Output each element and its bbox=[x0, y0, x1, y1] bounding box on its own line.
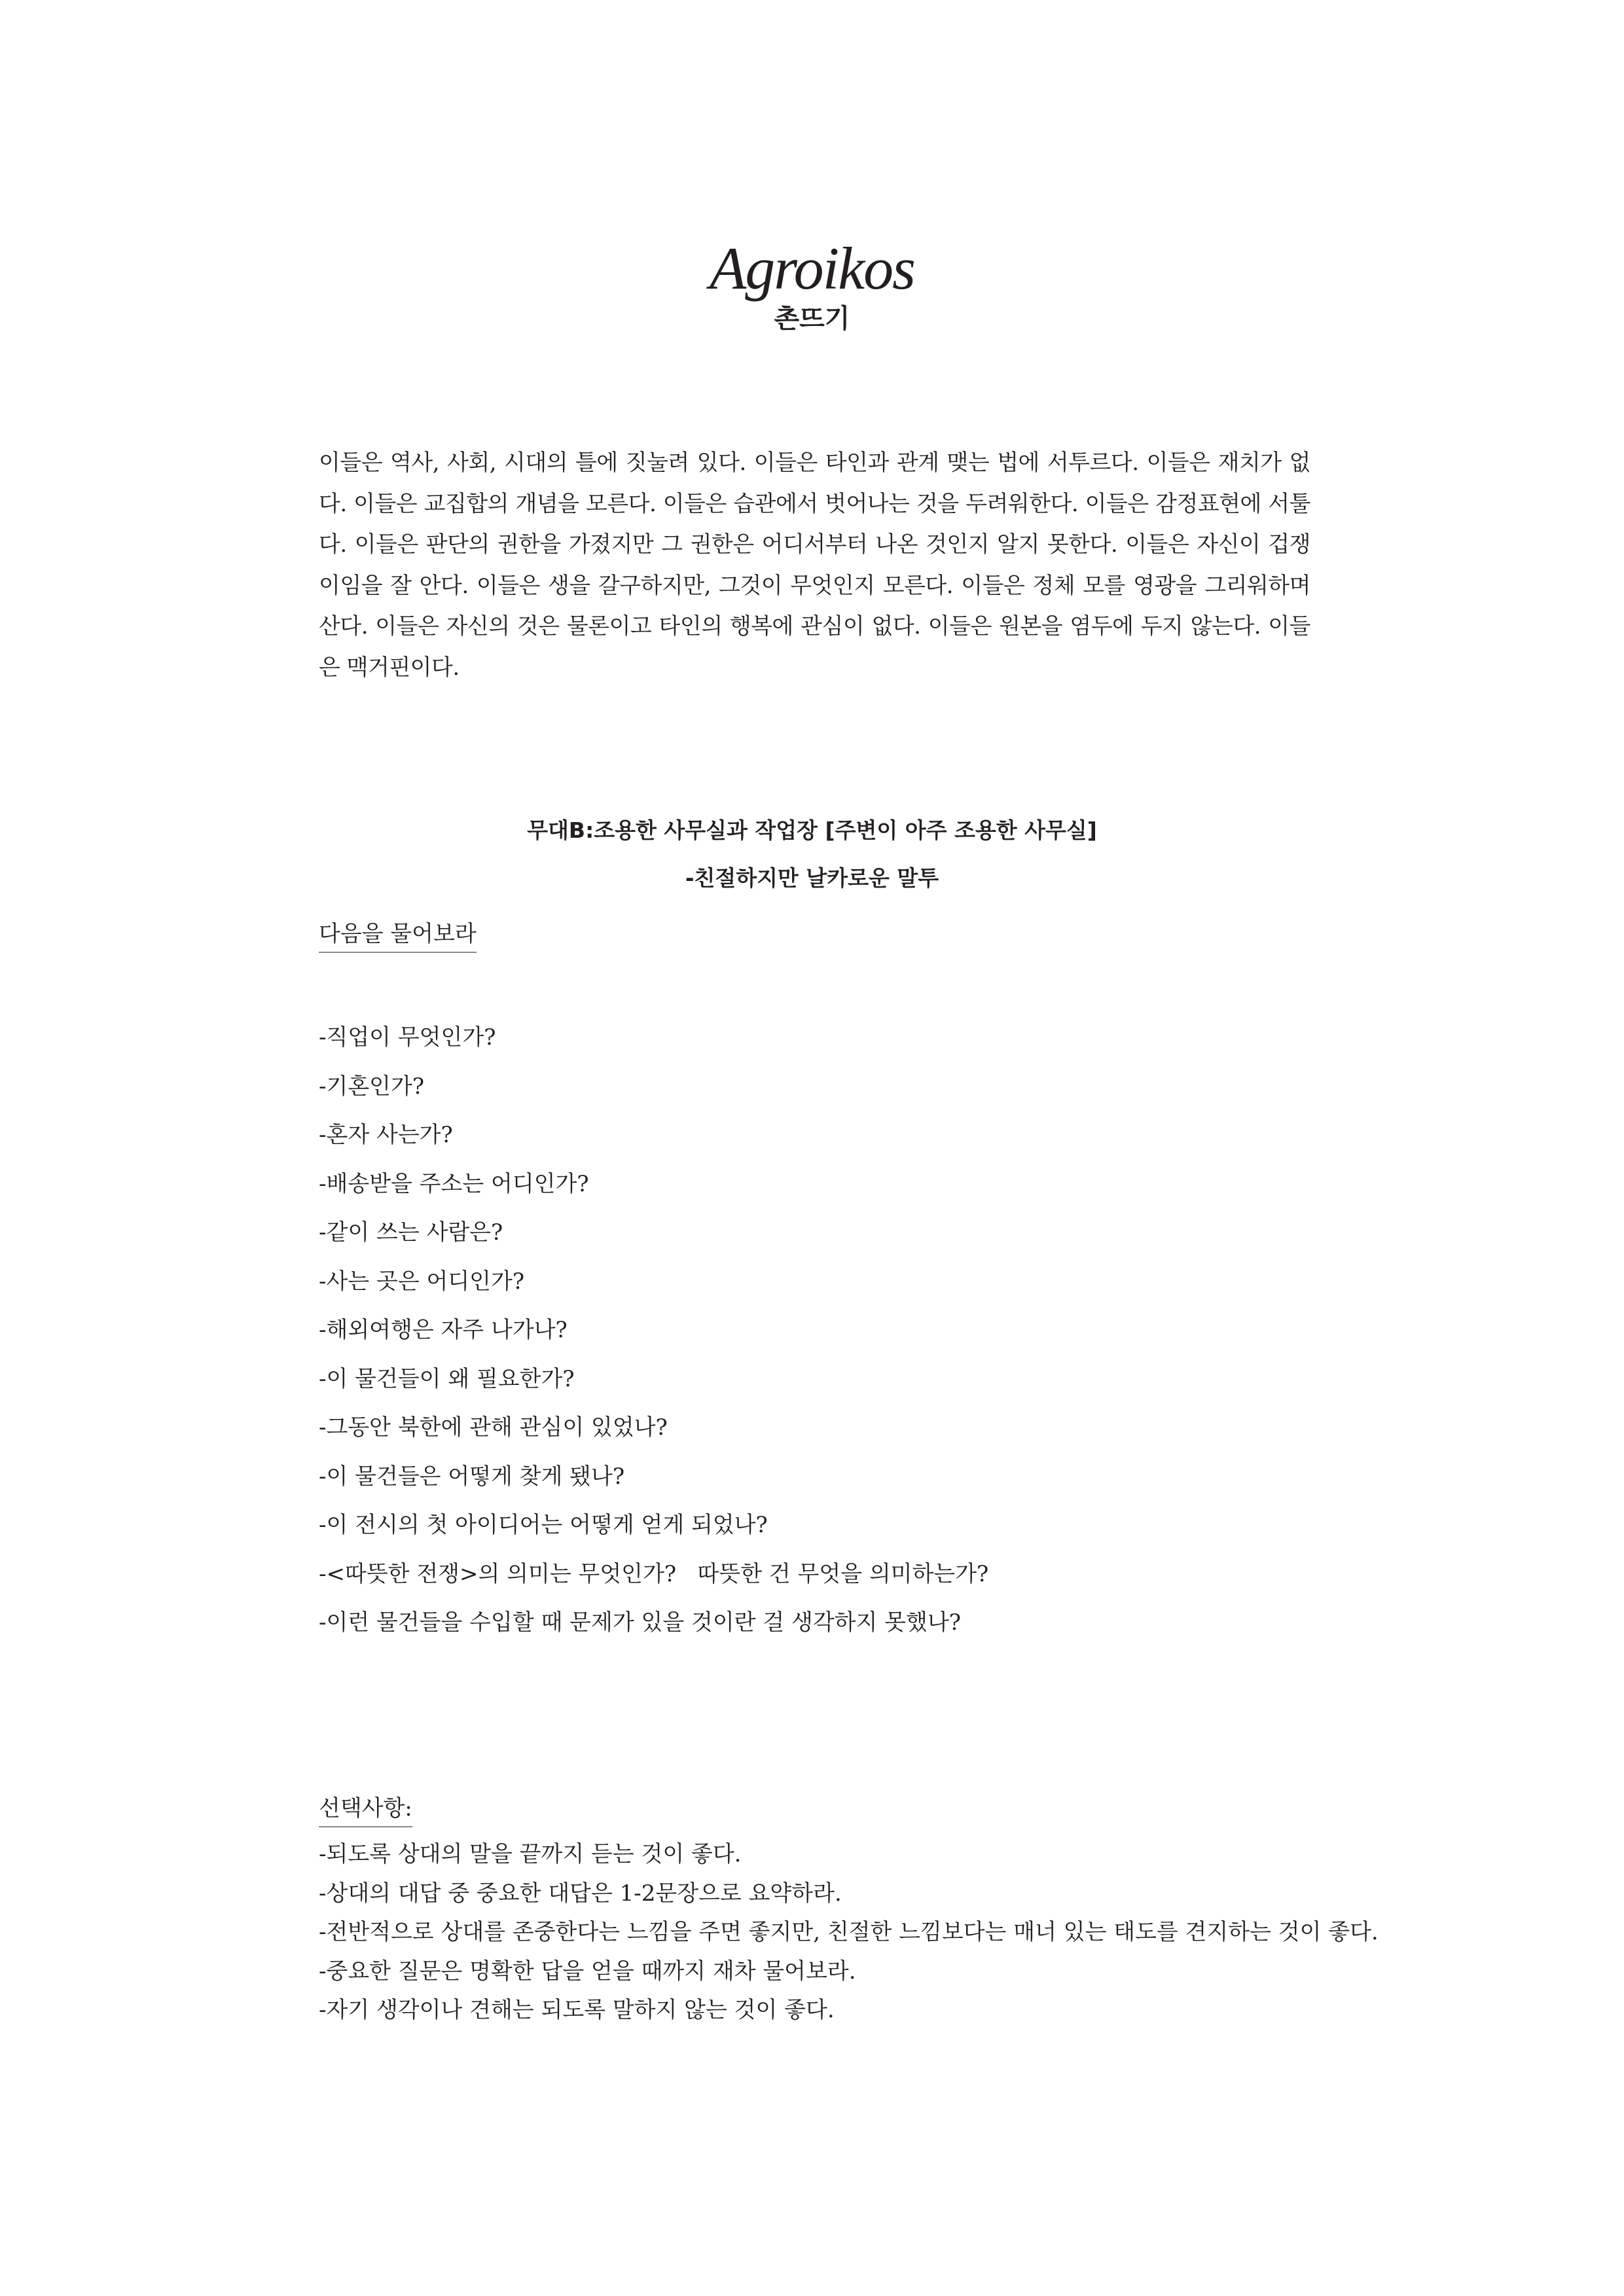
option-item: -전반적으로 상대를 존중한다는 느낌을 주면 좋지만, 친절한 느낌보다는 매너 있는 태도를 견지하는 것이 좋다. bbox=[319, 1919, 1379, 1945]
question-item: -그동안 북한에 관해 관심이 있었나? bbox=[319, 1414, 668, 1441]
question-item: -이런 물건들을 수입할 때 문제가 있을 것이란 걸 생각하지 못했나? bbox=[319, 1609, 961, 1636]
stage-setting: 무대B:조용한 사무실과 작업장 [주변이 아주 조용한 사무실] bbox=[527, 817, 1097, 843]
stage-tone: -친절하지만 날카로운 말투 bbox=[685, 865, 939, 891]
ask-heading: 다음을 물어보라 bbox=[319, 918, 477, 953]
intro-paragraph: 이들은 역사, 사회, 시대의 틀에 짓눌려 있다. 이들은 타인과 관계 맺는 법에 서투르다. 이들은 재치가 없다. 이들은 교집합의 개념을 모른다. 이들은 습관에서 벗어나는 것을 두려워한다. 이들은 감정표현에 서툴다. 이들은 판단의 권한을 가졌지만 그 권한은 어디서부터 나온 것인지 알지 못한다. 이들은 자신이 겁쟁이임을 잘 안다. 이들은 생을 갈구하지만, 그것이 무엇인지 모른다. 이들은 정체 모를 영광을 그리워하며 산다. 이들은 자신의 것은 물론이고 타인의 행복에 관심이 없다. 이들은 원본을 염두에 두지 않는다. 이들은 맥거핀이다. bbox=[319, 450, 1310, 681]
question-item: -직업이 무엇인가? bbox=[319, 1024, 496, 1050]
question-item: -이 물건들이 왜 필요한가? bbox=[319, 1365, 575, 1392]
question-item: -<따뜻한 전쟁>의 의미는 무엇인가? 따뜻한 건 무엇을 의미하는가? bbox=[319, 1560, 989, 1587]
option-item: -자기 생각이나 견해는 되도록 말하지 않는 것이 좋다. bbox=[319, 1997, 835, 2023]
option-item: -중요한 질문은 명확한 답을 얻을 때까지 재차 물어보라. bbox=[319, 1958, 856, 1984]
question-item: -배송받을 주소는 어디인가? bbox=[319, 1170, 589, 1197]
option-item: -상대의 대답 중 중요한 대답은 1-2문장으로 요약하라. bbox=[319, 1880, 842, 1907]
question-item: -혼자 사는가? bbox=[319, 1122, 453, 1148]
options-heading: 선택사항: bbox=[319, 1792, 412, 1827]
option-item: -되도록 상대의 말을 끝까지 듣는 것이 좋다. bbox=[319, 1841, 742, 1867]
stage-direction bbox=[0, 806, 1624, 902]
question-item: -이 물건들은 어떻게 찾게 됐나? bbox=[319, 1463, 625, 1490]
question-item: -해외여행은 자주 나가나? bbox=[319, 1317, 568, 1343]
question-item: -같이 쓰는 사람은? bbox=[319, 1219, 503, 1246]
question-item: -사는 곳은 어디인가? bbox=[319, 1268, 525, 1295]
options-list bbox=[319, 1835, 1379, 2030]
question-item: -기혼인가? bbox=[319, 1073, 425, 1100]
title-block bbox=[0, 232, 1624, 338]
title-latin: Agroikos bbox=[710, 235, 914, 302]
question-item: -이 전시의 첫 아이디어는 어떻게 얻게 되었나? bbox=[319, 1512, 768, 1538]
title-korean: 촌뜨기 bbox=[774, 304, 850, 334]
question-list bbox=[319, 1013, 988, 1647]
